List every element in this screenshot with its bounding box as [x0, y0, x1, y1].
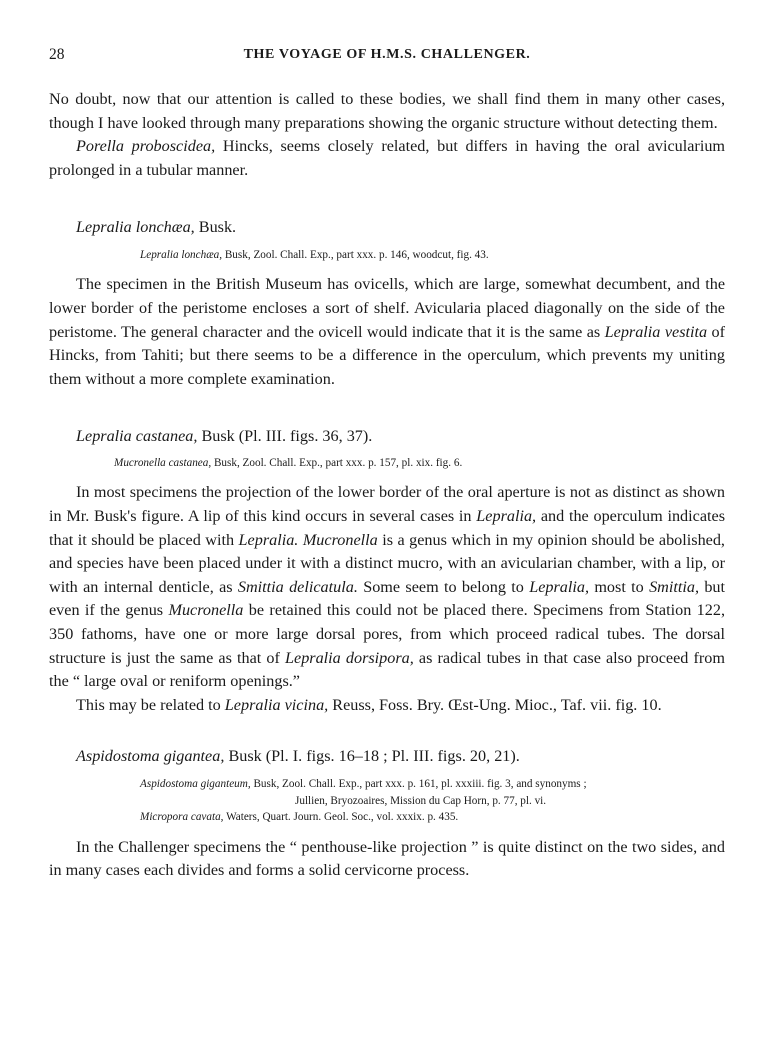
taxon-name: Lepralia,	[476, 506, 537, 525]
synonym-reference: Waters, Quart. Journ. Geol. Soc., vol. xxxix. p. 435.	[223, 811, 459, 824]
paragraph-text: This may be related to	[76, 695, 225, 714]
synonym-name: Aspidostoma giganteum,	[140, 778, 251, 791]
taxon-name: Mucronella	[302, 530, 378, 549]
synonym-name: Mucronella castanea,	[114, 457, 212, 470]
taxon-name: Lepralia,	[529, 577, 590, 596]
page-number: 28	[49, 46, 65, 63]
taxon-name: Lepralia lonchæa,	[76, 218, 195, 237]
taxon-name: Porella proboscidea,	[76, 137, 216, 156]
synonym-name: Micropora cavata,	[140, 811, 224, 824]
author: Busk (Pl. III. figs. 36, 37).	[197, 427, 373, 446]
paragraph-text: In most specimens the projection of the lower border of the oral aperture is not as distinct as shown in Mr. Busk's figure. A lip of this kind occurs in several cases in	[49, 483, 725, 525]
synonymy-line	[49, 809, 725, 826]
paragraph-text: be retained this could not be placed there. Specimens from Station 122, 350 fathoms, have one or more large dorsal pores, from which proceed radical tubes. The dorsal structure is just the same as that of	[49, 601, 725, 667]
intro-paragraph: No doubt, now that our attention is called to these bodies, we shall find them in many other cases, though I have looked through many preparations showing the organic structure without detecting them.	[49, 90, 725, 132]
lonchaea-description	[49, 273, 725, 391]
porella-paragraph	[49, 135, 725, 182]
paragraph-text: as radical tubes in that case also proceed from the “ large oval or reniform openings.”	[49, 648, 725, 691]
synonymy-line	[49, 455, 725, 471]
paragraph-text: Hincks, seems closely related, but differs in having the oral avicularium prolonged in a tubular manner.	[49, 137, 725, 179]
running-title: THE VOYAGE OF H.M.S. CHALLENGER.	[243, 47, 531, 62]
paragraph-text: of Hincks, from Tahiti; but there seems to be a difference in the operculum, which prevents my uniting them without a more complete examination.	[49, 322, 725, 388]
paragraph-text: but even if the genus	[49, 577, 726, 620]
synonym-reference: Busk, Zool. Chall. Exp., part xxx. p. 161, pl. xxxiii. fig. 3, and synonyms ;	[250, 778, 587, 791]
aspidostoma-description: In the Challenger specimens the “ penthouse-like projection ” is quite distinct on the two sides, and in many cases each divides and forms a solid cervicorne process.	[49, 837, 725, 880]
taxon-name: Lepralia vestita	[604, 322, 708, 341]
taxon-name: Lepralia vicina,	[224, 695, 329, 714]
paragraph-text: Reuss, Foss. Bry. Œst-Ung. Mioc., Taf. vii. fig. 10.	[328, 695, 662, 714]
taxon-name: Lepralia dorsipora,	[285, 648, 414, 667]
paragraph-text: The specimen in the British Museum has ovicells, which are large, somewhat decumbent, and the lower border of the peristome encloses a sort of shelf. Avicularia placed diagonally on the side of the peristome. The general character and the ovicell would indicate that it is the same as	[49, 275, 725, 341]
castanea-relation-paragraph	[49, 694, 725, 718]
synonym-name: Lepralia lonchæa,	[140, 249, 223, 262]
taxon-name: Lepralia castanea,	[76, 427, 198, 446]
taxon-name: Smittia,	[649, 577, 699, 596]
synonym-reference: Busk, Zool. Chall. Exp., part xxx. p. 146, woodcut, fig. 43.	[222, 249, 489, 262]
synonymy-line	[49, 776, 725, 809]
page	[49, 46, 725, 883]
paragraph-text: Some seem to belong to	[357, 577, 530, 596]
paragraph-text: and the operculum indicates that it should be placed with	[49, 506, 725, 549]
paragraph-text: most to	[589, 577, 650, 596]
author: Busk (Pl. I. figs. 16–18 ; Pl. III. figs. 20, 21).	[224, 747, 520, 766]
author: Busk.	[194, 218, 237, 237]
species-heading-lepralia-lonchaea	[49, 216, 725, 238]
species-heading-aspidostoma-gigantea	[49, 745, 725, 767]
castanea-description	[49, 481, 725, 693]
synonymy-line	[49, 247, 725, 263]
taxon-name: Lepralia.	[238, 530, 299, 549]
paragraph-text: is a genus which in my opinion should be abolished, and species have been placed under it with a distinct mucro, with an avicularian chamber, with a lip, or with an internal denticle, as	[49, 530, 725, 596]
taxon-name: Smittia delicatula.	[237, 577, 358, 596]
synonym-reference-continuation: Jullien, Bryozoaires, Mission du Cap Horn, p. 77, pl. vi.	[295, 794, 547, 807]
running-head	[49, 46, 725, 68]
synonym-reference: Busk, Zool. Chall. Exp., part xxx. p. 157, pl. xix. fig. 6.	[211, 457, 463, 470]
taxon-name: Aspidostoma gigantea,	[76, 747, 225, 766]
taxon-name: Mucronella	[168, 601, 244, 620]
species-heading-lepralia-castanea	[49, 425, 725, 447]
